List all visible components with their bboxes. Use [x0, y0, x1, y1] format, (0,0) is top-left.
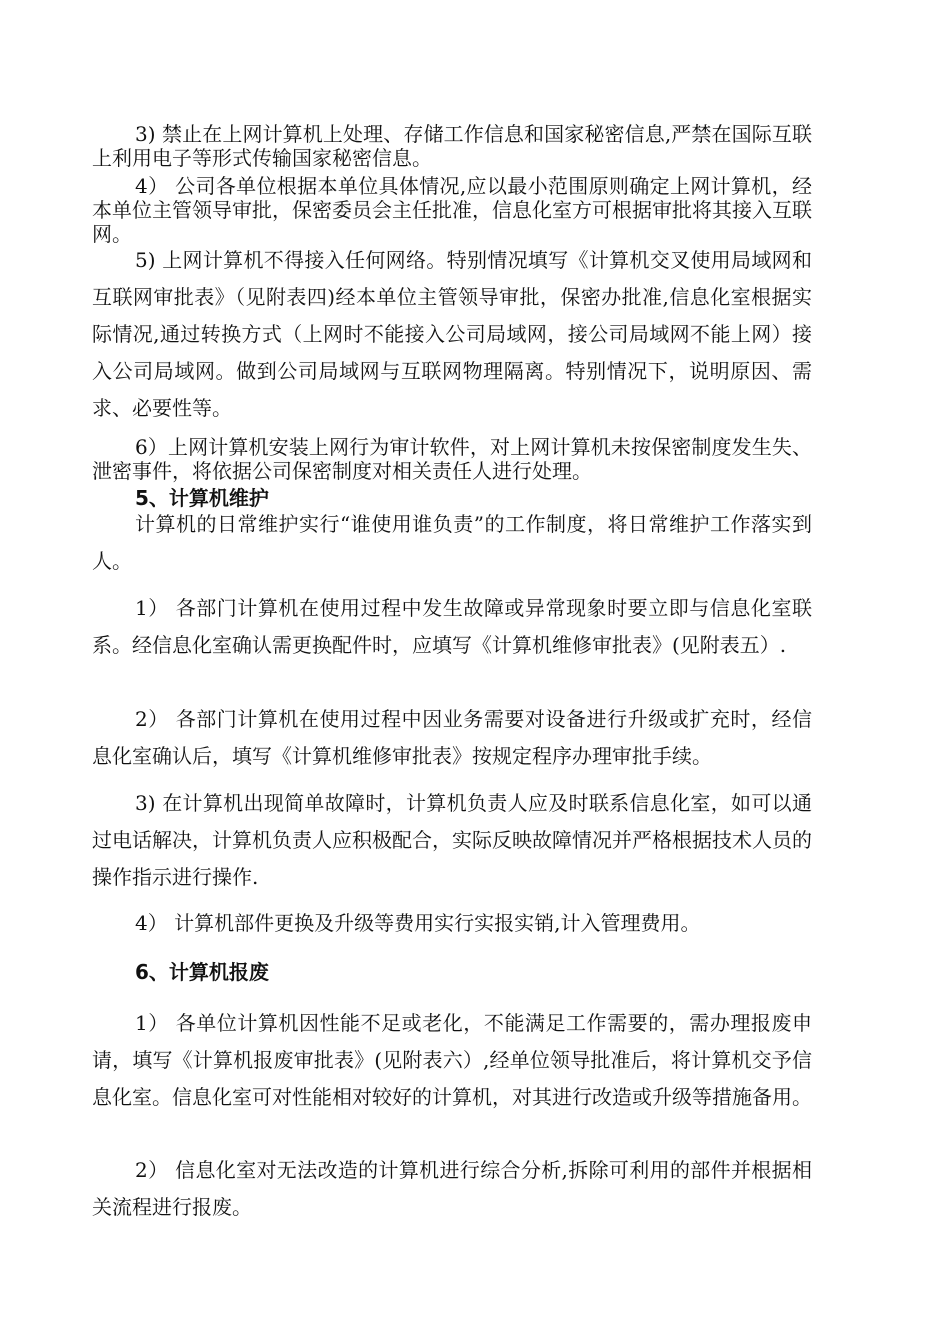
- paragraph-5-network: 5) 上网计算机不得接入任何网络。特别情况填写《计算机交叉使用局域网和互联网审批表》（见附表四)经本单位主管领导审批，保密办批准,信息化室根据实际情况,通过转换方式（上网时不能接入公司局域网，接公司局域网不能上网）接入公司局域网。做到公司局域网与互联网物理隔离。特别情况下，说明原因、需求、必要性等。: [92, 248, 812, 420]
- section-heading-disposal: 6、计算机报废: [135, 960, 269, 984]
- paragraph-maintenance-intro: 计算机的日常维护实行“谁使用谁负责”的工作制度，将日常维护工作落实到人。: [92, 512, 812, 573]
- section-heading-maintenance: 5、计算机维护: [135, 486, 269, 510]
- paragraph-3-prohibit: 3) 禁止在上网计算机上处理、存储工作信息和国家秘密信息,严禁在国际互联上利用电子等形式传输国家秘密信息。: [92, 122, 812, 170]
- paragraph-disposal-1: 1） 各单位计算机因性能不足或老化，不能满足工作需要的，需办理报废申请，填写《计算机报废审批表》(见附表六）,经单位领导批准后，将计算机交予信息化室。信息化室可对性能相对较好的计算机，对其进行改造或升级等措施备用。: [92, 1011, 812, 1109]
- paragraph-maintenance-2: 2） 各部门计算机在使用过程中因业务需要对设备进行升级或扩充时，经信息化室确认后，填写《计算机维修审批表》按规定程序办理审批手续。: [92, 707, 812, 768]
- paragraph-maintenance-4: 4） 计算机部件更换及升级等费用实行实报实销,计入管理费用。: [135, 911, 701, 935]
- paragraph-maintenance-1: 1） 各部门计算机在使用过程中发生故障或异常现象时要立即与信息化室联系。经信息化室确认需更换配件时，应填写《计算机维修审批表》(见附表五）.: [92, 596, 812, 657]
- paragraph-4-approval: 4） 公司各单位根据本单位具体情况,应以最小范围原则确定上网计算机，经本单位主管领导审批，保密委员会主任批准，信息化室方可根据审批将其接入互联网。: [92, 174, 812, 246]
- paragraph-6-audit: 6）上网计算机安装上网行为审计软件，对上网计算机未按保密制度发生失、泄密事件，将依据公司保密制度对相关责任人进行处理。: [92, 435, 812, 483]
- paragraph-disposal-2: 2） 信息化室对无法改造的计算机进行综合分析,拆除可利用的部件并根据相关流程进行报废。: [92, 1158, 812, 1219]
- paragraph-maintenance-3: 3) 在计算机出现简单故障时，计算机负责人应及时联系信息化室，如可以通过电话解决，计算机负责人应积极配合，实际反映故障情况并严格根据技术人员的操作指示进行操作.: [92, 791, 812, 889]
